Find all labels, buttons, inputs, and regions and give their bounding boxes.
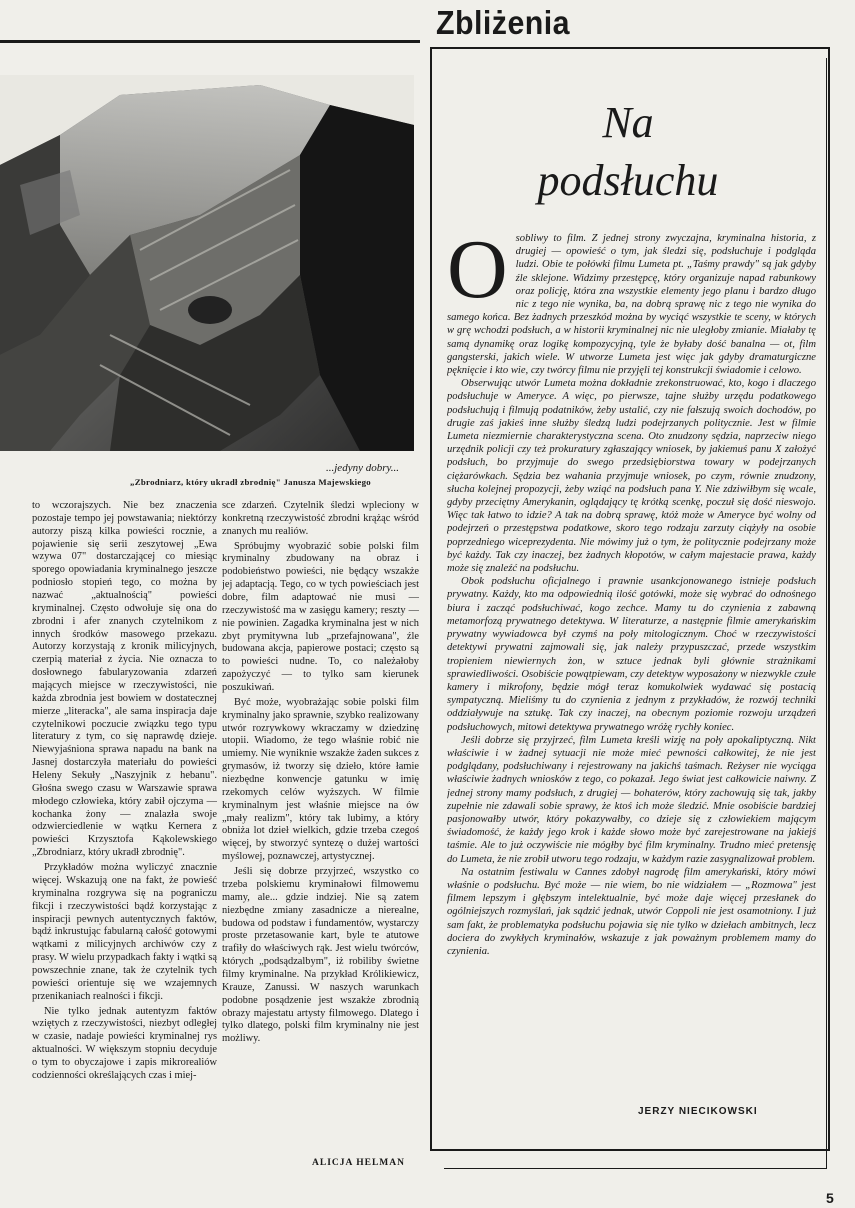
page-number: 5	[826, 1190, 834, 1206]
paragraph: Obserwując utwór Lumeta można dokładnie zrekonstruować, kto, kogo i dlaczego podsłuchuje w Ameryce. A więc, po pierwsze, tajne służby urzędu podatkowego podsłuchują i filmują podatników, żeby ustalić, czy nie fałszują swoich dochodów, po drugie zaś jakieś inne służby śledzą ludzi podejrzanych politycznie. Jest w filmie Lumeta niezmiernie charakterystyczna scena. Oto znudzony sędzia, naprzeciw niego urzędnik policji czy też prokuratury zgłaszający wniosek, by jakiemuś panu X założyć podsłuch, bo przyjmuje do swego przedsiębiorstwa towary w podejrzanych ciężarówkach. Sędzia bez wahania przyjmuje wniosek, po czym, równie znudzony, słucha kolejnej propozycji, żeby wziąć na podsłuch pana Y. Nie zdziwiłbym się wcale, gdyby przeciętny Amerykanin, oglądający tę krótką scenkę, poczuł się dość nieswojo. Więc tak łatwo to idzie? A tak na dobrą sprawę, któż może w Ameryce być wolny od podejrzeń o przestępstwa podatkowe, skoro tego rodzaju zarzuty ciążyły na osobie poprzedniego wiceprezydenta. Nie mówimy już o tym, że politycznie podejrzany może być każdy. Tak czy inaczej, bez żadnych kłopotów, w całym majestacie prawa, każdy może się znaleźć na podsłuchu.	[447, 378, 816, 575]
right-article-headline	[430, 94, 826, 210]
paragraph: Być może, wyobrażając sobie polski film kryminalny jako sprawnie, szybko realizowany utwór rozrywkowy wkraczamy w dziedzinę utopii. Wiadomo, że tego właśnie robić nie umiemy. Nie wyniknie wszakże żaden sukces z grymasów, iż tworzy się dzieło, które łamie niezbędne konwencje gatunku w imię rzekomych celów wyższych. W filmie kryminalnym jest właśnie miejsce na ów „mały realizm", który tak lubimy, a który obniża lot dzieł wielkich, gdzie trzeba czegoś więcej, by stworzyć syntezę o dużej wartości myślowej, poznawczej, artystycznej.	[222, 696, 419, 863]
paragraph: to wczorajszych. Nie bez znaczenia pozostaje tempo jej powstawania; niektórzy autorzy piszą kilka powieści rocznie, a pojawienie się serii zeszytowej „Ewa wzywa 07" dostarczającej co miesiąc sporego opowiadania kryminalnego jeszcze podniosło stopień tego, co można by nazwać „aktualnością" powieści kryminalnej. Często odwołuje się ona do zbrodni i afer znanych czytelnikom z innych środków masowego przekazu. Autorzy korzystają z kronik milicyjnych, czerpią materiał z życia. Nie oznacza to dosłownego fabularyzowania zdarzeń mających miejsce w rzeczywistości, nie każda zbrodnia jest bowiem w dostatecznej mierze „literacka", ale sama inspiracja daje czytelnikowi poczucie związku tego typu literatury z tym, co się naprawdę dzieje. Niewyjaśniona sprawa napadu na bank na Jasnej dostarczyła materiału do powieści Heleny Sekuły „Naszyjnik z hebanu". Głośna swego czasu w Warszawie sprawa młodego człowieka, który zabił ojczyma — kochanka żony — znalazła swoje odzwierciedlenie w wątku Kernera z powieści Krzysztofa Kąkolewskiego „Zbrodniarz, który ukradł zbrodnię".	[32, 500, 217, 859]
photo-caption-credit: „Zbrodniarz, który ukradł zbrodnię" Janusza Majewskiego	[130, 477, 371, 487]
left-article-column-2	[222, 500, 419, 1160]
headline-line-2: podsłuchu	[537, 156, 719, 205]
right-article-author: JERZY NIECIKOWSKI	[638, 1106, 758, 1117]
right-article-body	[447, 232, 816, 1100]
left-article-column-1	[32, 500, 217, 1168]
paragraph: Jeśli dobrze się przyjrzeć, film Lumeta kreśli wizję na poły apokaliptyczną. Nikt właściwie i w żadnej sytuacji nie może mieć pewności całkowitej, że nie jest podglądany, podsłuchiwany i rejestrowany na jakichś taśmach. Reżyser nie wyciąga właściwie żadnych wniosków z tego, co pokazał. Jego świat jest całkowicie naiwny. Z jednej strony mamy podsłuch, z drugiej — bohaterów, który zachowują się tak, jakby zupełnie nie zdawali sobie sprawy, że ktoś ich może śledzić. Mnie osobiście bardziej pasjonowałby utwór, który pokazywałby, co dzieje się z człowiekiem mającym świadomość, że każdy jego krok i każde słowo może być zarejestrowane na jakiejś taśmie. Ale to już oczywiście nie mógłby być film kryminalny. Trudno mieć pretensję do Lumeta, że nie zrobił utworu tego rodzaju, w każdym razie zasygnalizował problem.	[447, 734, 816, 865]
paragraph: sce zdarzeń. Czytelnik śledzi wpleciony w konkretną rzeczywistość zbrodni krążąc wśród znanych mu realiów.	[222, 500, 419, 537]
paragraph: Przykładów można wyliczyć znacznie więcej. Wskazują one na fakt, że powieść kryminalna rozgrywa się na pograniczu fikcji i rzeczywistości bądź korzystając z inspiracji pewnych autentycznych faktów, bądź inkrustując fabularną całość gotowymi wątkami z milicyjnych archiwów czy z prasy. W wielu przypadkach fakty i wątki są powszechnie znane, tak że czytelnik tych powieści orientuje się we wzajemnych przenikaniach realności i fikcji.	[32, 862, 217, 1002]
photo-illustration	[0, 75, 414, 451]
paragraph: Obok podsłuchu oficjalnego i prawnie usankcjonowanego istnieje podsłuch prywatny. Każdy, kto ma odpowiednią ilość gotówki, może się wybrać do odnośnego biura i zacząć podsłuchiwać, kogo zechce. Mamy tu do czynienia z zabawną metamorfozą prywatnego detektywa. W literaturze, a następnie filmie amerykańskim prywatny wywiadowca był czymś na poły mitologicznym. Choć w rzeczywistości detektywi prywatni zajmowali się, jak należy przypuszczać, przede wszystkim tropieniem niewiernych żon, w sztuce jednak byli głównie strażnikami sprawiedliwości. Osobiście powątpiewam, czy detektyw wyposażony w niezwykle czułe kamery i mikrofony, będzie mógł teraz komukolwiek wydawać się postacią sympatyczną. Mieliśmy tu do czynienia z jednym z przykładów, że rozwój techniki oddziaływuje na sztukę. Tak czy inaczej, na obecnym poziomie rozwoju urządzeń podsłuchowych, mitowi detektywa prywatnego wróżę rychły koniec.	[447, 576, 816, 733]
paragraph-text: sobliwy to film. Z jednej strony zwyczajna, kryminalna historia, z drugiej — opowieść o tym, jak śledzi się, podsłuchuje i podgląda ludzi. Obie te połówki filmu Lumeta pt. „Taśmy prawdy" są jak gdyby źle sklejone. Widzimy przestępcę, który organizuje napad rabunkowy oraz policję, która zna wszystkie elementy jego planu i bardzo długo nic z tego nie wynika, ba, na dobrą sprawę nic z tego nie wynika do samego końca. Bez żadnych przeszkód można by wyciąć wszystkie te sceny, w których w grę wchodzi podsłuch, a w historii kryminalnej nic nie uległoby zmianie. Miałaby tę samą dynamikę oraz logikę kompozycyjną, tyle że byłaby dość banalna — ot, film gangsterski, jakich wiele. W utworze Lumeta jest więc jak gdyby dramaturgiczne pęknięcie i kto wie, czy twórcy filmu nie przyjęli tej konstrukcji świadomie i celowo.	[447, 233, 816, 377]
paragraph: Jeśli się dobrze przyjrzeć, wszystko co trzeba polskiemu kryminałowi filmowemu mamy, ale... gdzie indziej. Nie są zatem niezbędne zmiany zasadnicze a nierealne, budowa od podstaw i fundamentów, wystarczy proste przetasowanie kart, byle te atutowe trafiły do właściwych rąk. Jest wielu twórców, których „podsądzalbym", iż robiliby świetne filmy kryminalne. Na przykład Królikiewicz, Krauze, Zanussi. W naszych warunkach podobne posądzenie jest wszakże zbrodnią obrazy majestatu artysty filmowego. Dlatego i tylko dlatego, polski film kryminalny nie jest możliwy.	[222, 866, 419, 1045]
photo-caption-quote: ...jedyny dobry...	[326, 462, 400, 474]
paragraph	[447, 232, 816, 377]
paragraph: Na ostatnim festiwalu w Cannes zdobył nagrodę film amerykański, który mówi właśnie o podsłuchu. Być może — nie wiem, bo nie widziałem — „Rozmowa" jest filmem lepszym i głębszym intelektualnie, być może daje więcej przesłanek do ogólniejszych rozmyślań, jak sądzić jednak, utwór Coppoli nie jest osamotniony. I już sam fakt, że problematyka podsłuchu pojawia się nie tylko w dziełach ambitnych, lecz dociera do zwykłych kryminałów, wskazuje z jak poważnym problemem mamy do czynienia.	[447, 866, 816, 957]
film-still-photo	[0, 75, 414, 451]
left-article-author: ALICJA HELMAN	[312, 1158, 405, 1168]
paragraph: Nie tylko jednak autentyzm faktów wziętych z rzeczywistości, niezbyt odległej w czasie, nadaje powieści kryminalnej rys aktualności. W większym stopniu decyduje o tym to obyczajowe i zapis mikrorealiów codzienności określających czas i miej-	[32, 1005, 217, 1081]
dropcap-letter: O	[447, 232, 508, 316]
paragraph: Spróbujmy wyobrazić sobie polski film kryminalny zbudowany na obraz i podobieństwo powieści, nie będący wszakże jej adaptacją. Tego, co w tych powieściach jest dobre, film adaptować nie musi — rzeczywistość ma w zasięgu kamery; reszty — nie powinien. Zagadka kryminalna jest w nich zbyt prymitywna lub „przefajnowana", źle budowana akcja, papierowe postaci; często są to powieści nudne. To, co należałoby zapożyczyć — to tylko sam kierunek poszukiwań.	[222, 540, 419, 694]
section-title: Zbliżenia	[436, 4, 571, 41]
header-rule	[0, 40, 420, 43]
headline-line-1: Na	[602, 98, 654, 147]
